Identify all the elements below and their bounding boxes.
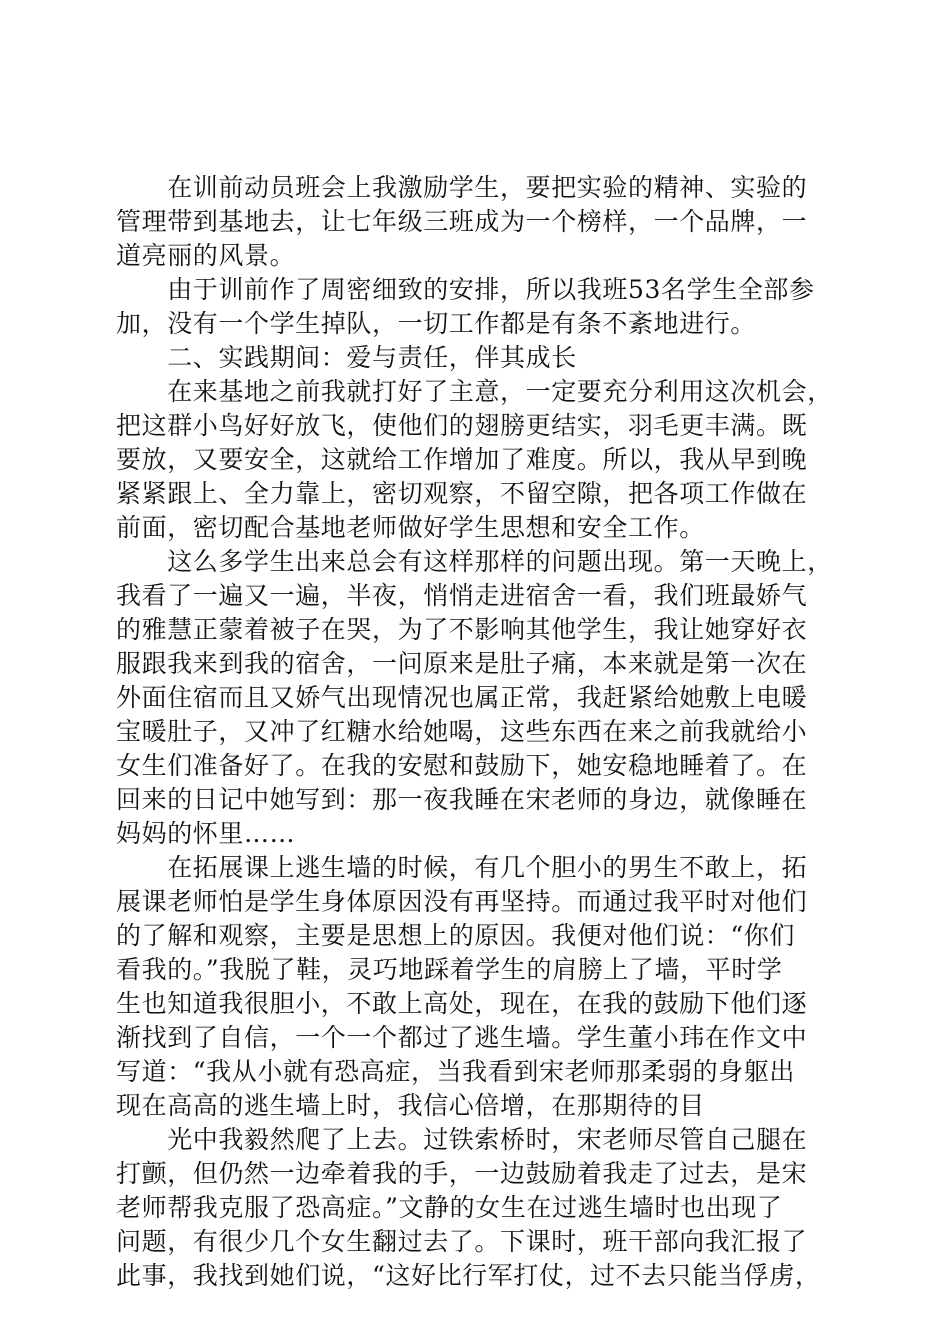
text-line: 加，没有一个学生掉队，一切工作都是有条不紊地进行。: [116, 309, 757, 338]
text-line: 的雅慧正蒙着被子在哭，为了不影响其他学生，我让她穿好衣: [116, 615, 808, 644]
text-line: 道亮丽的风景。: [116, 241, 296, 270]
text-line: 由于训前作了周密细致的安排，所以我班53名学生全部参: [116, 275, 815, 304]
text-line: 服跟我来到我的宿舍，一问原来是肚子痛，本来就是第一次在: [116, 649, 808, 678]
text-line: 在拓展课上逃生墙的时候，有几个胆小的男生不敢上，拓: [116, 853, 808, 882]
text-line: 要放，又要安全，这就给工作增加了难度。所以，我从早到晚: [116, 445, 808, 474]
text-line: 光中我毅然爬了上去。过铁索桥时，宋老师尽管自己腿在: [116, 1125, 808, 1154]
text-line: 外面住宿而且又娇气出现情况也属正常，我赶紧给她敷上电暖: [116, 683, 808, 712]
text-line: 在来基地之前我就打好了主意，一定要充分利用这次机会，: [116, 377, 833, 406]
text-line: 我看了一遍又一遍，半夜，悄悄走进宿舍一看，我们班最娇气: [116, 581, 808, 610]
text-line: 写道：“我从小就有恐高症，当我看到宋老师那柔弱的身躯出: [116, 1057, 795, 1086]
text-line: 妈妈的怀里……: [116, 819, 296, 848]
text-line: 回来的日记中她写到：那一夜我睡在宋老师的身边，就像睡在: [116, 785, 808, 814]
text-line: 生也知道我很胆小，不敢上高处，现在，在我的鼓励下他们逐: [116, 989, 808, 1018]
section-heading: 二、实践期间：爱与责任，伴其成长: [116, 343, 577, 372]
text-line: 女生们准备好了。在我的安慰和鼓励下，她安稳地睡着了。在: [116, 751, 808, 780]
text-line: 看我的。”我脱了鞋，灵巧地踩着学生的肩膀上了墙，平时学: [116, 955, 783, 984]
text-line: 打颤，但仍然一边牵着我的手，一边鼓励着我走了过去，是宋: [116, 1159, 808, 1188]
text-line: 前面，密切配合基地老师做好学生思想和安全工作。: [116, 513, 705, 542]
text-line: 现在高高的逃生墙上时，我信心倍增，在那期待的目: [116, 1091, 705, 1120]
text-line: 在训前动员班会上我激励学生，要把实验的精神、实验的: [116, 173, 808, 202]
text-line: 这么多学生出来总会有这样那样的问题出现。第一天晚上，: [116, 547, 833, 576]
text-line: 紧紧跟上、全力靠上，密切观察，不留空隙，把各项工作做在: [116, 479, 808, 508]
text-line: 管理带到基地去，让七年级三班成为一个榜样，一个品牌，一: [116, 207, 808, 236]
text-line: 老师帮我克服了恐高症。”文静的女生在过逃生墙时也出现了: [116, 1193, 783, 1222]
text-line: 的了解和观察，主要是思想上的原因。我便对他们说：“你们: [116, 921, 795, 950]
text-line: 展课老师怕是学生身体原因没有再坚持。而通过我平时对他们: [116, 887, 808, 916]
text-line: 渐找到了自信，一个一个都过了逃生墙。学生董小玮在作文中: [116, 1023, 808, 1052]
text-line: 问题，有很少几个女生翻过去了。下课时，班干部向我汇报了: [116, 1227, 808, 1256]
text-line: 此事，我找到她们说，“这好比行军打仗，过不去只能当俘虏，: [116, 1261, 821, 1290]
text-line: 把这群小鸟好好放飞，使他们的翅膀更结实，羽毛更丰满。既: [116, 411, 808, 440]
text-line: 宝暖肚子，又冲了红糖水给她喝，这些东西在来之前我就给小: [116, 717, 808, 746]
